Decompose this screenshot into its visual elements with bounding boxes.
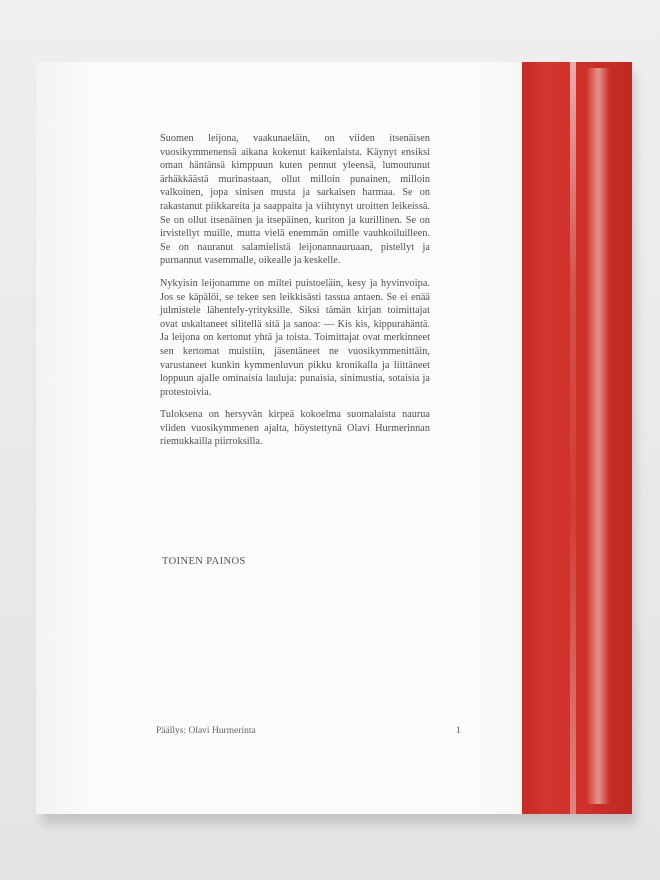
book-back-cover — [36, 62, 632, 814]
blurb-paragraph-2: Nykyisin leijonamme on miltei puistoeläin, kesy ja hyvinvoipa. Jos se käpälöi, se tekee sen leikkisästi tassua antaen. Se ei enää julmistele lähentely-yrityksille. Siksi tämän kirjan toimittajat ovat uskaltaneet silitellä sitä ja sanoa: — Kis kis, kippurahäntä. Ja leijona on kertonut yhtä ja toista. Toimittajat ovat merkinneet sen kertomat muistiin, jäsentäneet ne vuosikymmenittäin, varustaneet kunkin kymmenluvun pikku kronikalla ja liittäneet loppuun ajalle ominaisia lauluja: punaisia, sinimustia, sotaisia ja protestoivia. — [160, 277, 430, 398]
blurb-paragraph-1: Suomen leijona, vaakunaeläin, on viiden itsenäisen vuosikymmenensä aikana kokenut kaikenlaista. Käynyt ensiksi oman häntänsä kimppuun kuten pennut yleensä, lumoutunut ärhäkkäästä murinastaan, ollut milloin punainen, milloin valkoinen, jopa sinisen musta ja sarkaisen harmaa. Se on rakastanut piikkareita ja saappaita ja viihtynyt uroitten leikeissä. Se on ollut itsenäinen ja itsepäinen, kuriton ja kurillinen. Se on irvistellyt muille, mutta vielä enemmän omille vauhkoiluilleen. Se on nauranut salamielistä leijonannauruaan, pistellyt ja purnannut vasemmalle, oikealle ja keskelle. — [160, 133, 430, 267]
blurb-text — [160, 132, 430, 458]
price-code: 1 — [456, 726, 461, 736]
red-spine-band — [522, 62, 632, 814]
spine-highlight — [586, 68, 610, 804]
blurb-paragraph-3: Tuloksena on hersyvän kirpeä kokoelma suomalaista naurua viiden vuosikymmenen ajalta, höystettynä Olavi Hurmerinnan riemukkailla piirroksilla. — [160, 409, 430, 448]
edition-note: TOINEN PAINOS — [162, 556, 246, 567]
cover-credit: Päällys: Olavi Hurmerinta — [156, 726, 256, 736]
spine-edge-wear — [570, 62, 576, 814]
